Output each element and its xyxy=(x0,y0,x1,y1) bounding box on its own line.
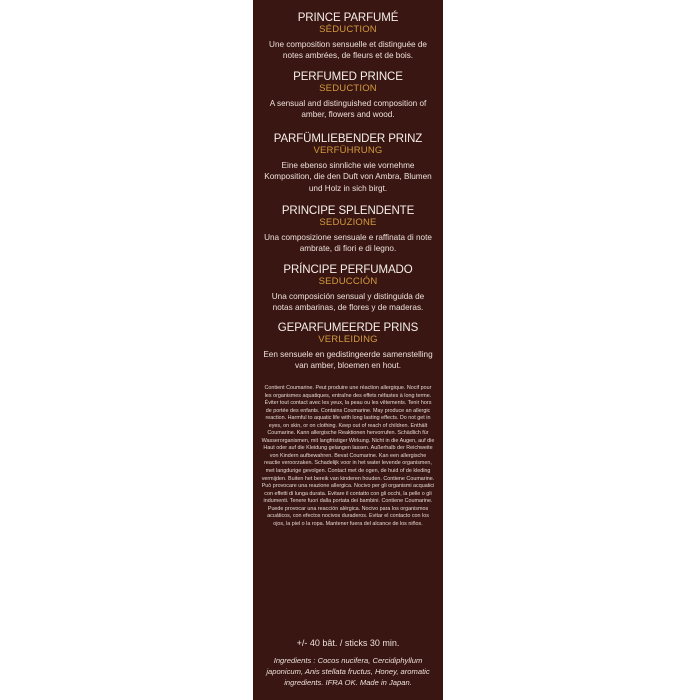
section-description: Een sensuele en gedistingeerde samenstelling van amber, bloemen en hout. xyxy=(263,350,433,371)
section-title: PRINCE PARFUMÉ xyxy=(297,12,399,24)
ingredients-list: Ingredients : Cocos nucifera, Cercidiphyllum japonicum, Anis stellata fructus, Honey, aromatic ingredients. IFRA OK. Made in Japan. xyxy=(266,656,430,688)
section-es xyxy=(253,265,443,314)
section-title: PERFUMED PRINCE xyxy=(293,71,403,83)
section-title: GEPARFUMEERDE PRINS xyxy=(277,322,419,334)
section-nl xyxy=(253,323,443,372)
section-description: Eine ebenso sinnliche wie vornehme Komposition, die den Duft von Ambra, Blumen und Holz in sich birgt. xyxy=(264,161,432,193)
section-description: Una composizione sensuale e raffinata di note ambrate, di fiori e di legno. xyxy=(264,233,432,254)
section-title: PRÍNCIPE PERFUMADO xyxy=(283,264,413,276)
section-subtitle: SEDUZIONE xyxy=(319,217,377,228)
stick-count: +/- 40 bât. / sticks 30 min. xyxy=(296,638,400,648)
section-description: Une composition sensuelle et distinguée de notes ambrées, de fleurs et de bois. xyxy=(269,40,427,61)
section-title: PARFÜMLIEBENDER PRINZ xyxy=(273,133,423,145)
product-label xyxy=(253,0,443,700)
section-title: PRINCIPE SPLENDENTE xyxy=(281,205,415,217)
section-description: Una composición sensual y distinguida de notas ambarinas, de flores y de maderas. xyxy=(271,292,425,313)
safety-warning: Contient Coumarine. Peut produire une réaction allergique. Nocif pour les organismes aquatiques, entraîne des effets néfastes à long terme. Éviter tout contact avec les yeux, la peau ou les vêtements. Tenir hors de portée des enfants. Contains Coumarine. May produce an allergic reaction. Harmful to aquatic life with long lasting effects. Do not get in eyes, on skin, or on clothing. Keep out of reach of children. Enthält Coumarine. Kann allergische Reaktionen hervorrufen. Schädlich für Wasserorganismen, mit langfristiger Wirkung. Nicht in die Augen, auf die Haut oder auf die Kleidung gelangen lassen. Außerhalb der Reichweite von Kindern aufbewahren. Bevat Coumarine. Kan een allergische reactie veroorzaken. Schadelijk voor in het water levende organismen, met langdurige gevolgen. Contact met de ogen, de huid of de kleding vermijden. Buiten het bereik van kinderen houden. Contiene Coumarine. Può provocare una reazione allergica. Nocivo per gli organismi acquatici con effetti di lunga durata. Evitare il contatto con gli occhi, la pelle o gli indumenti. Tenere fuori dalla portata dei bambini. Contiene Coumarine. Puede provocar una reacción alérgica. Nocivo para los organismos acuáticos, con efectos nocivos duraderos. Evitar el contacto con los ojos, la piel o la ropa. Mantener fuera del alcance de los niños. xyxy=(261,385,435,527)
section-fr xyxy=(253,13,443,62)
section-subtitle: SÉDUCTION xyxy=(319,24,377,35)
section-subtitle: VERLEIDING xyxy=(318,334,378,345)
section-subtitle: SEDUCTION xyxy=(319,83,377,94)
section-description: A sensual and distinguished composition of amber, flowers and wood. xyxy=(269,99,427,120)
section-en xyxy=(253,72,443,121)
section-subtitle: SEDUCCIÓN xyxy=(318,276,378,287)
section-subtitle: VERFÜHRUNG xyxy=(313,145,383,156)
section-it xyxy=(253,206,443,255)
section-de xyxy=(253,134,443,194)
